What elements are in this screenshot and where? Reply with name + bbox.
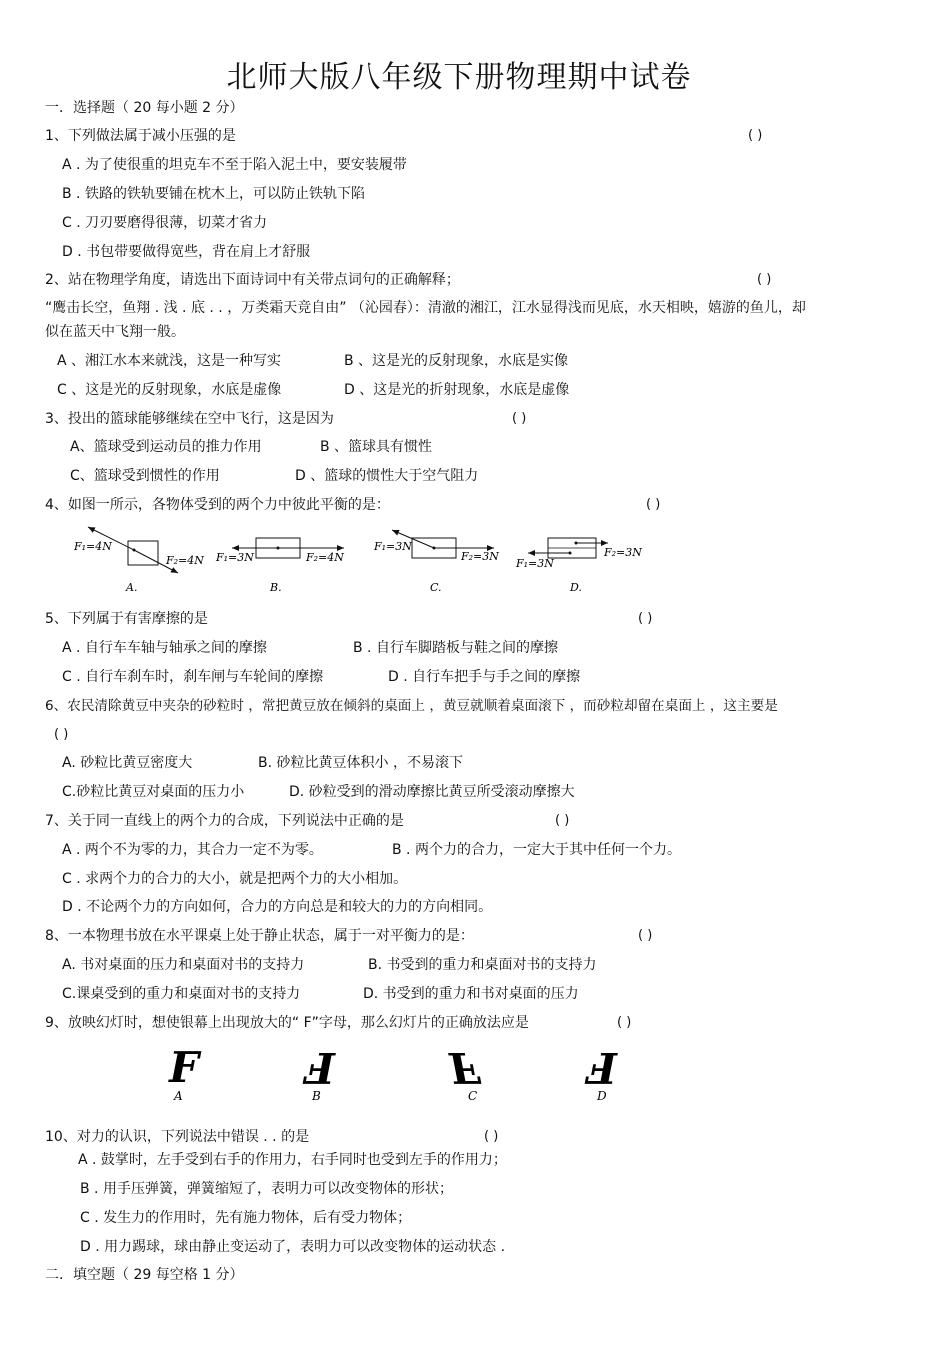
question-10-option-c: C . 发生力的作用时，先有施力物体，后有受力物体；: [80, 1210, 412, 1226]
diagram-d-label: D.: [570, 581, 582, 594]
page-title: 北师大版八年级下册物理期中试卷: [226, 60, 692, 95]
section-heading-fill-in: 二．填空题（ 29 每空格 1 分）: [45, 1267, 244, 1283]
question-7-option-c: C . 求两个力的合力的大小，就是把两个力的大小相加。: [62, 871, 408, 887]
question-3-stem: 3、投出的篮球能够继续在空中飞行，这是因为: [45, 411, 334, 427]
question-10-stem: 10、对力的认识，下列说法中错误 . . 的是: [45, 1129, 310, 1145]
question-1-stem: 1、下列做法属于减小压强的是: [45, 128, 236, 144]
question-9-stem: 9、放映幻灯时，想使银幕上出现放大的“ F”字母，那么幻灯片的正确放法应是: [45, 1015, 529, 1031]
letter-label-b: B: [312, 1089, 321, 1103]
force-diagram-a: [73, 527, 204, 594]
question-7-answer-blank: ( ): [555, 813, 570, 828]
question-8-option-c: C.课桌受到的重力和桌面对书的支持力: [62, 986, 301, 1002]
question-6-option-a: A. 砂粒比黄豆密度大: [62, 755, 193, 771]
question-2-option-b: B 、这是光的反射现象，水底是实像: [344, 353, 569, 369]
letter-option-a: F: [169, 1043, 199, 1092]
letter-option-d: F: [587, 1043, 617, 1092]
question-5-option-c: C . 自行车刹车时，刹车闸与车轮间的摩擦: [62, 669, 324, 685]
question-7-option-d: D . 不论两个力的方向如何，合力的方向总是和较大的力的方向相同。: [62, 899, 493, 915]
question-1-option-d: D . 书包带要做得宽些，背在肩上才舒服: [62, 244, 311, 260]
question-8-answer-blank: ( ): [638, 928, 653, 943]
diagram-d-f2: F₂=3N: [604, 546, 642, 559]
question-8-option-d: D. 书受到的重力和书对桌面的压力: [363, 986, 579, 1002]
question-7-stem: 7、关于同一直线上的两个力的合成，下列说法中正确的是: [45, 813, 404, 829]
question-8-option-b: B. 书受到的重力和桌面对书的支持力: [368, 957, 597, 973]
question-6-option-c: C.砂粒比黄豆对桌面的压力小: [62, 784, 245, 800]
question-5-answer-blank: ( ): [638, 611, 653, 626]
question-3-option-a: A、篮球受到运动员的推力作用: [70, 439, 262, 455]
question-10-option-a: A . 鼓掌时，左手受到右手的作用力，右手同时也受到左手的作用力；: [78, 1152, 507, 1168]
diagram-c-f2: F₂=3N: [461, 550, 499, 563]
question-4-stem: 4、如图一所示，各物体受到的两个力中彼此平衡的是：: [45, 497, 390, 513]
question-2-option-a: A 、湘江水本来就浅，这是一种写实: [57, 353, 282, 369]
question-2-option-c: C 、这是光的反射现象，水底是虚像: [57, 382, 282, 398]
question-6-stem: 6、农民清除黄豆中夹杂的砂粒时 ，常把黄豆放在倾斜的桌面上 ，黄豆就顺着桌面滚下 ，而砂粒却留在桌面上 ，这主要是: [45, 698, 778, 714]
question-2-option-d: D 、这是光的折射现象，水底是虚像: [344, 382, 570, 398]
question-1-option-a: A . 为了使很重的坦克车不至于陷入泥土中，要安装履带: [62, 157, 407, 173]
question-6-answer-blank: ( ): [54, 727, 69, 742]
question-10-answer-blank: ( ): [484, 1129, 499, 1144]
letter-label-a: A: [174, 1089, 183, 1103]
question-3-option-d: D 、篮球的惯性大于空气阻力: [295, 468, 479, 484]
question-10-option-d: D . 用力踢球，球由静止变运动了，表明力可以改变物体的运动状态 .: [80, 1239, 506, 1255]
slide-letter-options: [140, 1038, 640, 1110]
question-2-stem: 2、站在物理学角度，请选出下面诗词中有关带点词句的正确解释；: [45, 272, 460, 288]
question-6-option-d: D. 砂粒受到的滑动摩擦比黄豆所受滚动摩擦大: [289, 784, 575, 800]
force-diagram-b: [215, 538, 344, 594]
question-2-poem-line-2: 似在蓝天中飞翔一般。: [45, 324, 185, 340]
force-diagrams: [70, 520, 650, 600]
question-6-option-b: B. 砂粒比黄豆体积小 ，不易滚下: [258, 755, 463, 771]
diagram-b-f1: F₁=3N: [216, 551, 254, 564]
question-3-option-c: C、篮球受到惯性的作用: [70, 468, 220, 484]
question-5-option-b: B . 自行车脚踏板与鞋之间的摩擦: [353, 640, 558, 656]
question-7-option-b: B . 两个力的合力，一定大于其中任何一个力。: [392, 842, 681, 858]
letter-option-c: F: [449, 1043, 479, 1092]
diagram-a-f2: F₂=4N: [166, 554, 204, 567]
question-5-option-d: D . 自行车把手与手之间的摩擦: [388, 669, 581, 685]
letter-label-c: C: [468, 1089, 478, 1103]
question-10-option-b: B . 用手压弹簧，弹簧缩短了，表明力可以改变物体的形状；: [80, 1181, 453, 1197]
question-7-option-a: A . 两个不为零的力，其合力一定不为零。: [62, 842, 323, 858]
diagram-c-label: C.: [430, 581, 442, 594]
question-3-answer-blank: ( ): [512, 411, 527, 426]
question-4-answer-blank: ( ): [646, 497, 661, 512]
letter-option-b: F: [305, 1043, 335, 1092]
question-8-option-a: A. 书对桌面的压力和桌面对书的支持力: [62, 957, 305, 973]
question-1-option-c: C . 刀刃要磨得很薄，切菜才省力: [62, 215, 268, 231]
question-3-option-b: B 、篮球具有惯性: [320, 439, 433, 455]
diagram-b-f2: F₂=4N: [306, 551, 344, 564]
diagram-a-f1: F₁=4N: [74, 540, 112, 553]
diagram-b-label: B.: [270, 581, 282, 594]
letter-label-d: D: [597, 1089, 607, 1103]
question-2-poem-line-1: “鹰击长空，鱼翔 . 浅 . 底 . . ，万类霜天竞自由” （沁园春）：清澈的湘江，江水显得浅而见底，水天相映，嬉游的鱼儿，却: [45, 300, 806, 316]
question-5-option-a: A . 自行车车轴与轴承之间的摩擦: [62, 640, 267, 656]
question-1-option-b: B . 铁路的铁轨要铺在枕木上，可以防止铁轨下陷: [62, 186, 365, 202]
question-5-stem: 5、下列属于有害摩擦的是: [45, 611, 208, 627]
question-8-stem: 8、一本物理书放在水平课桌上处于静止状态，属于一对平衡力的是：: [45, 928, 474, 944]
question-2-answer-blank: ( ): [757, 272, 772, 287]
force-diagram-d: [515, 538, 642, 594]
section-heading-choice: 一．选择题（ 20 每小题 2 分）: [45, 100, 244, 116]
force-diagram-c: [373, 530, 499, 594]
diagram-c-f1: F₁=3N: [374, 540, 412, 553]
question-9-answer-blank: ( ): [617, 1015, 632, 1030]
question-1-answer-blank: ( ): [748, 128, 763, 143]
diagram-a-label: A.: [126, 581, 138, 594]
diagram-d-f1: F₁=3N: [516, 557, 554, 570]
